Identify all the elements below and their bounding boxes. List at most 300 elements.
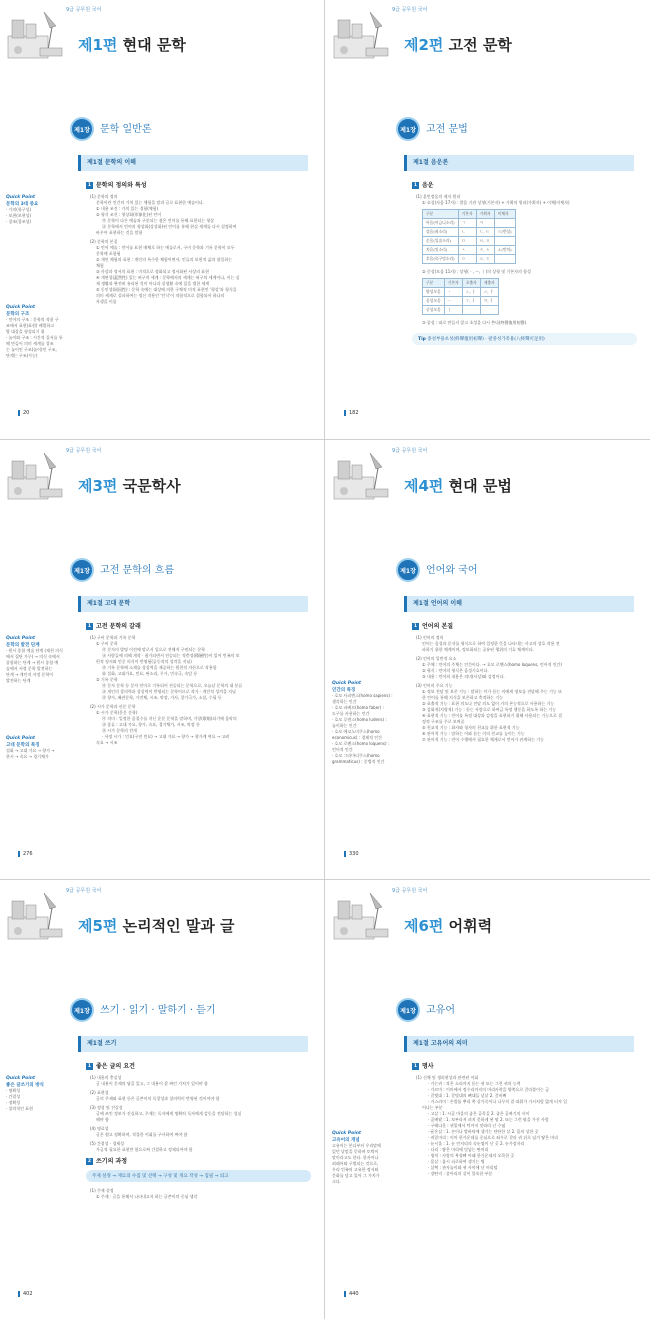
text-line: (2) 표현성 (90, 1090, 109, 1095)
subsection-title: 명사 (422, 1063, 434, 1070)
quick-point-item: 말이라고도 한다. 한자어나 (332, 1155, 379, 1160)
text-line: · 고샅 : 1. 시골 마을의 좁은 골목길 2. 좁은 골짜기의 사이 (428, 1111, 530, 1116)
text-line: · 곰배팔 : 1. 꼬부라져 펴지 못하게 된 팔 2. 또는 그런 팔을 가진 사람 (428, 1117, 549, 1122)
table-cell: ㄱ (458, 219, 476, 228)
part-number: 제6편 (404, 917, 444, 935)
quick-point-box (332, 681, 394, 765)
page-number: 20 (18, 410, 29, 416)
text-line: · 눈시울 : 1. 눈 언저리의 속눈썹이 난 곳 2. 눈가장자리 (428, 1141, 525, 1146)
table-cell (462, 306, 480, 315)
table-cell: 가획자 (476, 210, 494, 219)
table-cell: ㅡ (444, 297, 462, 306)
text-line: ① 초성(자음 17자) : 발음 기관 상형(기본자) + 가획의 원리(가획자) + 이체(이체자) (422, 200, 570, 205)
subsection-title: 좋은 글의 요건 (96, 1063, 135, 1070)
quick-point-item: 단계 → 개인적 서정 문학이 (6, 672, 54, 677)
chapter-badge: 제1장 (396, 998, 420, 1022)
subsection-number: 1 (87, 1064, 92, 1069)
text-line: ② 기록 문학 (96, 677, 118, 682)
text-line: (2) 언어의 일반적 요소 (416, 656, 457, 661)
desk-illustration-icon (4, 887, 70, 945)
text-line: 바우어 표현하는 것을 말함 (96, 230, 143, 235)
table-row (423, 219, 516, 228)
desk-illustration-icon (4, 6, 70, 64)
text-line: 속요 → 시조 (96, 740, 118, 745)
subsection-heading (412, 1061, 637, 1070)
quick-point-box (6, 1076, 68, 1112)
tip-box (412, 333, 637, 345)
header-tag: 9급 공무원 국어 (392, 448, 428, 454)
quick-point-item: · 창의적인 표현 (6, 1106, 33, 1111)
table-cell: ㅗ, ㅏ (462, 288, 480, 297)
table-cell (494, 255, 515, 264)
table-row (423, 288, 499, 297)
page-number: 402 (18, 1291, 33, 1297)
subsection-number: 1 (87, 183, 92, 188)
text-line: (1) 훈민정음의 제자 원리 (416, 194, 461, 199)
chapter-title: 언어와 국어 (426, 565, 478, 576)
text-line: 한 언어를 통해 지식을 보존하고 축적하는 기능 (422, 695, 504, 700)
text-line: ㉯ 사람들에 의해 개작 · 첨가되면서 전승되는 적층성(積層性)이 있어 민족의 보 (102, 653, 240, 658)
text-line: ② 중성(모음 11자) : 상형(ㆍ, ㅡ, ㅣ)의 상형 및 기본자의 합성 (422, 269, 531, 274)
part-title (78, 475, 181, 496)
desk-illustration-icon (330, 887, 396, 945)
page-content (412, 621, 637, 743)
text-line: ② 개인 체험의 표현 : 개인의 특수한 체험이면서, 인류의 보편적 삶과 합일하는 (96, 257, 233, 262)
book-page-5 (0, 881, 323, 1319)
text-line: ㉱ 설화, 고대가요, 민요, 판소리, 무가, 민속극, 속담 등 (102, 671, 198, 676)
text-line: ㉰ 시가 문학의 전개 (102, 728, 137, 733)
table-cell: ㅁ (458, 237, 476, 246)
table-row (423, 255, 516, 264)
quick-point-box (332, 1131, 394, 1185)
table-row (423, 306, 499, 315)
text-line: ① 내용 조건 : 가치 있는 경험(체험) (96, 206, 159, 211)
quick-point-item: 방 대상을 형성되기 위 (6, 329, 45, 334)
subsection-number: 1 (413, 183, 418, 188)
text-line: 글 내용이 문제의 답을 있고, 그 내용이 잘 짜인 가치가 있어야 함 (96, 1081, 208, 1086)
text-line: ㉰ 향가, 패관문학, 가전체, 시조, 악장, 가사, 창가극가, 소설, 수필 등 (102, 695, 222, 700)
process-box: 주제 설정 → 재료의 수집 및 선택 → 구성 및 개요 작성 → 집필 → 퇴고 (86, 1170, 311, 1182)
table-cell: ㄷ, ㅌ (476, 228, 494, 237)
text-line: ⑦ 관어적 기능 : 언어 수행에서 필요한 체계로서 언어가 관계하는 기능 (422, 737, 544, 742)
part-title (404, 915, 492, 936)
quick-point-box (6, 736, 68, 760)
subsection-title: 고전 문학의 갈래 (96, 623, 141, 630)
text-line: ㉯ 문학에서 언어의 형상화(상상화)된 언어를 통해 현실 세계를 다시 설정하여 (102, 224, 237, 229)
quick-point-item: · 원시 종합 예술 단계 (제천 의식 (6, 648, 63, 653)
table-cell: 양성모음 (423, 288, 445, 297)
quick-point-item: 우리 민족의 고유한 정서와 (332, 1167, 379, 1172)
quick-point-item: · 정확성 (6, 1100, 21, 1105)
quick-point-title: 인간의 특징 (332, 688, 356, 693)
text-line: ⑤ 친교적 기능 : 화자와 청자의 친교를 위한 표현적 기능 (422, 725, 520, 730)
quick-point-item: 놀이하는 인간 (332, 723, 357, 728)
quick-point-box (6, 195, 68, 225)
text-line: (5) 간결성 · 경제성 (90, 1141, 124, 1146)
text-line: 언어는 음성과 문자를 형식으로 하여 일정한 뜻을 나타내는 사고의 상호 작용 전 (422, 641, 560, 646)
quick-point-item: 언어적 인간 (332, 747, 353, 752)
text-line: · 서정 시가 : 민요(구전 민요) → 고대 가요 → 향가 → 향가계 여요 → 고려 (102, 734, 230, 739)
table-cell: 아음(어금니소리) (423, 219, 459, 228)
book-page-1 (0, 0, 323, 438)
section-title: 제1절 문학의 이해 (87, 159, 136, 166)
column-divider (324, 0, 325, 1319)
part-title (78, 34, 186, 55)
quick-point-item: · 창조(창조성) (6, 219, 31, 224)
quick-point-item: 해 만들어 의미 세계를 창조 (6, 341, 54, 346)
row-divider-2 (0, 879, 650, 880)
section-bar (78, 596, 308, 612)
table-row (423, 297, 499, 306)
quick-point-item: 고유어는 본디부터 우리말에 (332, 1143, 381, 1148)
page-number: 440 (344, 1291, 359, 1297)
section-bar (404, 155, 634, 171)
table-cell (494, 219, 515, 228)
part-title (78, 915, 235, 936)
table-cell: 이체자 (494, 210, 515, 219)
desk-illustration-icon (4, 447, 70, 505)
quick-point-item: 도구를 사용하는 인간 (332, 711, 370, 716)
subsection-heading (86, 1156, 311, 1165)
part-title (404, 475, 512, 496)
text-line: · 갈빗대 : 1. 갈빗대의 뼈대들 낱낱 2. 갈비뼈 (428, 1093, 507, 1098)
subsection-heading (86, 180, 311, 189)
desk-illustration-icon (330, 6, 396, 64)
subsection-number: 1 (87, 624, 92, 629)
subsection-number: 1 (413, 1064, 418, 1069)
quick-point-box (6, 305, 68, 359)
text-line: · 다리 : 땋은 머리에 덧넣는 딴머리 (428, 1147, 489, 1152)
initial-consonant-table (422, 209, 516, 264)
quick-point-item: 있던 낱말을 뜻하며 토박이 (332, 1149, 379, 1154)
text-line: ② 형식 조건 : 형상화(形象化)된 언어 (96, 212, 162, 217)
table-cell: 후음(목구멍소리) (423, 255, 459, 264)
row-divider-1 (0, 439, 650, 440)
text-line: (1) 언어의 정의 (416, 635, 444, 640)
table-cell: ㅜ, ㅓ (462, 297, 480, 306)
header-tag: 9급 공무원 국어 (66, 888, 102, 894)
quick-point-item: 생각하는 인간 (332, 699, 357, 704)
quick-point-item: 한시 → 속요 → 경기체가 (6, 754, 49, 759)
page-number: 330 (344, 851, 359, 857)
chapter-badge: 제1장 (70, 558, 94, 582)
table-cell: ㅈ, ㅊ (476, 246, 494, 255)
text-line: ㉰ 기록 문학에 소재를 상상력을 제공하는 원천적 자산으로 작용함 (102, 665, 217, 670)
quick-point-label: Quick Point (332, 1131, 362, 1136)
deco-wrap (330, 6, 396, 64)
table-cell (494, 237, 515, 246)
quick-point-item: 단계는 구조(가능) (6, 353, 38, 358)
text-line: · 가는귀 : 작은 소리까지 듣는 귀 또는 그런 귀의 능력 (428, 1081, 521, 1086)
quick-point-item: · 명확성 (6, 1088, 21, 1093)
quick-point-item: · 호모 루덴스(homo ludens) : (332, 717, 387, 722)
quick-point-label: Quick Point (6, 636, 36, 641)
page-number: 182 (344, 410, 359, 416)
text-line: (1) 주제 설정 (90, 1188, 114, 1193)
table-cell: 재출자 (480, 279, 498, 288)
vowel-table (422, 278, 499, 315)
section-bar (404, 1036, 634, 1052)
quick-point-title: 문학의 3대 중요 (6, 202, 39, 207)
text-line: 자생을 이룸 (96, 299, 117, 304)
desk-illustration-icon (330, 447, 396, 505)
tip-label: Tip (418, 337, 426, 342)
quick-point-item: 조에서 표현(표현) 배열하고 (6, 323, 55, 328)
quick-point-item: 는 놀이인 구조(놀이)인 구조, (6, 347, 57, 352)
section-title: 제1절 언어의 이해 (413, 600, 462, 607)
part-number: 제5편 (78, 917, 118, 935)
quick-point-title: 고유어의 개념 (332, 1138, 360, 1143)
text-line: · 명치 : 사람의 복장뼈 아래 한가운데의 오목한 곳 (428, 1153, 515, 1158)
quick-point-title: 고대 문학의 특징 (6, 743, 40, 748)
deco-wrap (330, 447, 396, 505)
quick-point-item: 종합하는 단계 → 원시 종합 예 (6, 660, 59, 665)
part-name: 논리적인 말과 글 (122, 917, 235, 935)
part-number: 제3편 (78, 477, 118, 495)
table-cell: 순음(입술소리) (423, 237, 459, 246)
subsection-number: 1 (413, 624, 418, 629)
subsection-title: 쓰기의 과정 (96, 1158, 128, 1165)
text-line: ④ 개연성(蓋然性) 있는 허구의 세계 : 문학에서의 세계는 허구의 세계이나, 이는 실 (96, 275, 240, 280)
table-row (423, 237, 516, 246)
text-line: 체험 (96, 263, 104, 268)
text-line: (2) 시가 문학과 산문 문학 (90, 704, 136, 709)
deco-wrap (4, 447, 70, 505)
quick-point-title: 좋은 글쓰기의 방식 (6, 1083, 44, 1088)
table-cell: 설음(혀소리) (423, 228, 459, 237)
text-line: ⑥ 관어적 기능 : 말하는 이와 듣는 이의 친교를 높이는 기능 (422, 731, 525, 736)
table-row (423, 279, 499, 288)
text-line: 파하기 위한 체계이며, 정보화되는 공유된 행위의 기호 체계이다. (422, 647, 534, 652)
quick-point-item: · 호모 그라마티쿠스(homo (332, 753, 380, 758)
quick-point-item: · 호모 파베르(homo faber) : (332, 705, 384, 710)
text-line: 글에 쓰인 정보가 진실하고, 주제는 독자에게 명확히 독자에게 감동을 전달하는 성실 (96, 1111, 242, 1116)
text-line: (3) 정성 및 진실성 (90, 1105, 123, 1110)
quick-point-box (6, 636, 68, 684)
text-line: ㉯ 종류 : 고대 가요, 향가, 속요, 경기체가, 시조, 악장 등 (102, 722, 200, 727)
page-number: 276 (18, 851, 33, 857)
quick-point-item: · 호모 사피엔스(homo sapiens) : (332, 693, 393, 698)
quick-point-item: · 호모 에코노미쿠스(homo (332, 729, 380, 734)
part-title (404, 34, 512, 55)
chapter-badge: 제1장 (396, 117, 420, 141)
quick-point-item: 설화 → 고대 가요 → 향가 → (6, 748, 55, 753)
book-page-3 (0, 441, 323, 879)
text-line: · 귀밑머리 : 이마 한가운데를 중심으로 좌우로 갈라 귀 뒤로 넘겨 땋은 머리 (428, 1135, 558, 1140)
text-line: ① 주제 : 글을 통해서 나타내고자 하는 글쓴이의 중심 생각 (96, 1194, 198, 1199)
text-line: 정적 구조를 주로 보여줌 (422, 719, 465, 724)
text-line: 가급적 필요한 표현만 함으로써 간결하고 정제되어야 함 (96, 1147, 193, 1152)
text-line: · 거스러미 : 손발톱 뿌리 쪽 살가죽이나 나무의 결 따위가 가시처럼 얇게 터져 일 (428, 1099, 567, 1104)
subsection-title: 언어의 본질 (422, 623, 454, 630)
text-line: 글의 주제와 표현 등은 글쓴이의 독창성과 창의력이 반영된 것이어야 함 (96, 1096, 220, 1101)
table-cell: ㅅ (458, 246, 476, 255)
quick-point-item: · 가치(항구성) (6, 207, 31, 212)
page-content (86, 621, 311, 746)
subsection-heading (86, 1061, 311, 1070)
quick-point-item: 에서 집단 가무) → 의식 속에서 (6, 654, 60, 659)
text-line: · 살쩍 : 관자놀이와 귀 사이에 난 머리털 (428, 1165, 498, 1170)
subsection-heading (412, 621, 637, 630)
table-cell: ㄴ (458, 228, 476, 237)
table-cell: ㄹ(반설) (494, 228, 515, 237)
part-number: 제1편 (78, 36, 118, 54)
text-line: ② 형식 : 언어의 형식은 음성기호이다. (422, 668, 489, 673)
text-line: ① 시가 문학(운문 문학) (96, 710, 138, 715)
table-cell (480, 306, 498, 315)
deco-wrap (330, 887, 396, 945)
subsection-title: 음운 (422, 182, 434, 189)
text-line: ① 정보 전달 및 보존 기능 : 말하는 이가 듣는 이에게 정보를 전달해 주는 기능 또 (422, 689, 562, 694)
quick-point-item: · 언어의 구조 : 문학의 작품 구 (6, 317, 59, 322)
text-line: ㉮ 의미 : 일정한 음절수를 지닌 운문 문학을 말하며, 가창(歌唱)되기에 음악의 (102, 716, 237, 721)
chapter-badge: 제1장 (396, 558, 420, 582)
quick-point-label: Quick Point (6, 195, 36, 200)
subsection-title: 문학의 정의와 특성 (96, 182, 147, 189)
section-title: 제1절 음운론 (413, 159, 449, 166)
table-row (423, 246, 516, 255)
text-line: · 장딴지 : 종아리의 살이 불룩한 부분 (428, 1171, 493, 1176)
text-line: ㉮ 문학이 다른 예술과 구분되는 점은 언어를 통해 표현되는 형상 (102, 218, 215, 223)
chapter-title: 고유어 (426, 1005, 455, 1016)
quick-point-item: · 보편(보편성) (6, 213, 31, 218)
text-line: ④ 표현적 기능 : 언어를 특정 대상과 감정을 표현하기 위해 사용되는 기능으로 결 (422, 713, 562, 718)
section-bar (78, 1036, 308, 1052)
quick-point-item: 외래어와 구별되는 것으로, (332, 1161, 379, 1166)
table-cell: ㅣ (444, 306, 462, 315)
text-line: 문학에 포함됨 (96, 251, 121, 256)
text-line: · 몸살 : 몹시 피로하여 생기는 병 (428, 1159, 485, 1164)
text-line: 편적 정서와 민중 의식이 반영됨(공동작의 성격을 지님) (96, 659, 192, 664)
table-cell: 기본자 (458, 210, 476, 219)
quick-point-item: 크다. (332, 1179, 341, 1184)
header-tag: 9급 공무원 국어 (66, 448, 102, 454)
text-line: ③ 감화적(지령적) 기능 : 듣는 사람으로 하여금 특정 행동을 하도록 하는 기능 (422, 707, 557, 712)
text-line: ㉯ 개인의 창의력과 상상력이 반영되는 문학이므로 작가 · 개인적 성격을 지님 (102, 689, 236, 694)
text-line: (1) 내용의 충실성 (90, 1075, 122, 1080)
text-line: 문학이란 인간의 가치 있는 체험을 말과 글로 표현한 예술이다. (96, 200, 205, 205)
page-content (412, 180, 637, 351)
text-line: 해야 함 (96, 1117, 109, 1122)
text-line: ⑤ 동인성(同因性) : 문학 속에는 대상에 의한 구체적 미적 표현인 '형상'과 형식을 (96, 287, 237, 292)
text-line: 의미 세계로 설파하여는 정신 작용인 '인식'이 적합적으로 결합되어 하나의 (96, 293, 225, 298)
text-line: · 구레나룻 : 귀밑에서 턱까지 잇따라 난 수염 (428, 1123, 506, 1128)
chapter-badge: 제1장 (70, 117, 94, 141)
table-cell: 구분 (423, 210, 459, 219)
table-cell: ㆆ, ㅎ (476, 255, 494, 264)
part-name: 고전 문학 (448, 36, 512, 54)
deco-wrap (4, 887, 70, 945)
quick-point-label: Quick Point (332, 681, 362, 686)
quick-point-label: Quick Point (6, 736, 36, 741)
part-name: 현대 문학 (122, 36, 186, 54)
text-line: ㉮ 문자의 발명 이전에 말로서 입으로 전해져 구연되는 문학 (102, 647, 206, 652)
part-name: 현대 문법 (448, 477, 512, 495)
text-line: ㉮ 문자 문학 등 문자 언어로 기록되어 전승되는 문학으로, 오늘날 문학의 대 분류 (102, 683, 243, 688)
quick-point-label: Quick Point (6, 305, 36, 310)
text-line: · 굳은살 : 1. 손이나 발바닥에 생기는 단단한 살 2. 몸의 상한 곳 (428, 1129, 539, 1134)
table-cell: ㅋ (476, 219, 494, 228)
book-page-6 (326, 881, 649, 1319)
text-line: ② 표출적 기능 : 표현 의도나 전달 의도 없이 거의 본능적으로 사용하는 기능 (422, 701, 555, 706)
quick-point-title: 문학의 발전 단계 (6, 643, 40, 648)
part-number: 제2편 (404, 36, 444, 54)
header-tag: 9급 공무원 국어 (392, 7, 428, 13)
quick-point-item: 술에서 서정 문학 발전하는 (6, 666, 53, 671)
text-line: (1) 신체 및 생리현상과 관련된 어휘 (416, 1075, 479, 1080)
quick-point-item: · 놀이와 구조 : 시간적 질서를 통 (6, 335, 63, 340)
page-content (86, 1061, 311, 1200)
table-cell: ㅇ (458, 255, 476, 264)
table-cell: ㅛ, ㅑ (480, 288, 498, 297)
section-title: 제1절 고대 문학 (87, 600, 131, 607)
section-title: 제1절 쓰기 (87, 1040, 117, 1047)
quick-point-item: 문화를 담고 있어 그 가치가 (332, 1173, 380, 1178)
subsection-number: 2 (87, 1159, 92, 1164)
text-line: ③ 사상과 정서의 표현 : 미적으로 정화되고 정서화된 사상의 표현 (96, 269, 209, 274)
table-cell: ㅂ, ㅍ (476, 237, 494, 246)
part-name: 어휘력 (448, 917, 493, 935)
table-cell: 치음(잇소리) (423, 246, 459, 255)
book-page-4 (326, 441, 649, 879)
part-name: 국문학사 (122, 477, 181, 495)
section-bar (404, 596, 634, 612)
text-line: ③ 종성 : 따로 만들지 않고 초성을 다시 쓴다(終聲復用初聲). (422, 320, 528, 325)
quick-point-item: · 간결성 (6, 1094, 21, 1099)
header-tag: 9급 공무원 국어 (392, 888, 428, 894)
text-line: ③ 내용 : 언어의 내용은 의미(사상)와 감정이다. (422, 674, 505, 679)
chapter-title: 쓰기 · 읽기 · 말하기 · 듣기 (100, 1005, 216, 1016)
page-content (412, 1061, 637, 1177)
text-line: (4) 명료성 (90, 1126, 109, 1131)
chapter-title: 고전 문학의 흐름 (100, 565, 174, 576)
text-line: ① 언어 예술 : 언어를 표현 매체로 하는 예술로서, 구비 문학과 기록 문학이 모두 (96, 245, 235, 250)
text-line: ① 구비 문학 (96, 641, 118, 646)
table-cell: 구분 (423, 279, 445, 288)
table-cell: ㆍ (444, 288, 462, 297)
section-bar (78, 155, 308, 171)
book-page-2 (326, 0, 649, 438)
text-line: 제 생활과 완전히 유리된 것이 아니라 실생활 속에 있을 법한 세계 (96, 281, 210, 286)
table-row (423, 210, 516, 219)
part-number: 제4편 (404, 477, 444, 495)
table-cell: ㅠ, ㅕ (480, 297, 498, 306)
quick-point-item: economicus) : 경제적 인간 (332, 735, 382, 740)
chapter-title: 문학 일반론 (100, 124, 152, 135)
text-line: (3) 언어의 주요 기능 (416, 683, 453, 688)
chapter-title: 고전 문법 (426, 124, 468, 135)
section-title: 제1절 고유어의 의미 (413, 1040, 468, 1047)
table-cell: ㅿ(반치) (494, 246, 515, 255)
text-line: 어나는 부분 (422, 1105, 443, 1110)
chapter-badge: 제1장 (70, 998, 94, 1022)
table-cell: 초출자 (462, 279, 480, 288)
table-cell: 음성모음 (423, 297, 445, 306)
tip-text: 종성부용초성(終聲復用初聲) · 팔종성가족용(八終聲可足用) (427, 337, 545, 342)
header-tag: 9급 공무원 국어 (66, 7, 102, 13)
subsection-heading (86, 621, 311, 630)
text-line: ① 주체 : 언어의 주체는 인간이다. → 호모 로퀜스(homo loquens, 언어적 인간) (422, 662, 562, 667)
text-line: (2) 문학의 본질 (90, 239, 118, 244)
quick-point-item: grammaticus) : 문법적 인간 (332, 759, 385, 764)
table-cell: 중성모음 (423, 306, 445, 315)
quick-point-item: · 호모 로퀜스(homo loquens) : (332, 741, 390, 746)
quick-point-title: 문학의 구조 (6, 312, 30, 317)
deco-wrap (4, 6, 70, 64)
page-content (86, 180, 311, 305)
table-row (423, 228, 516, 237)
text-line: (1) 문학의 정의 (90, 194, 118, 199)
